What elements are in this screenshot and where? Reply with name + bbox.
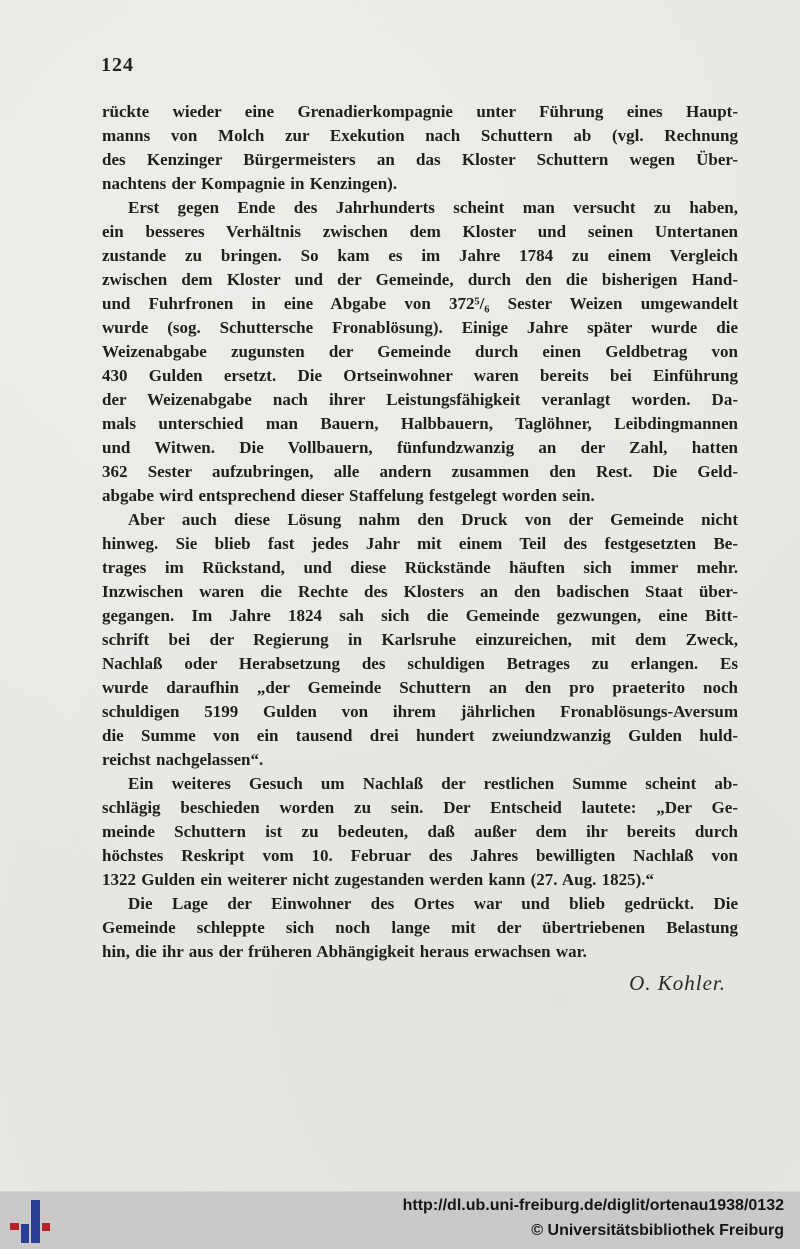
text-line: manns von Molch zur Exekution nach Schuttern ab (vgl. Rechnung	[102, 126, 738, 145]
text-line: gegangen. Im Jahre 1824 sah sich die Gemeinde gezwungen, eine Bitt-	[102, 606, 738, 625]
text-line: schuldigen 5199 Gulden von ihrem jährlichen Fronablösungs-Aversum	[102, 702, 738, 721]
text-line: hinweg. Sie blieb fast jedes Jahr mit einem Teil des festgesetzten Be-	[102, 534, 738, 553]
text-line: ein besseres Verhältnis zwischen dem Kloster und seinen Untertanen	[102, 222, 738, 241]
text-line: Weizenabgabe zugunsten der Gemeinde durch einen Geldbetrag von	[102, 342, 738, 361]
text-line: wurde daraufhin „der Gemeinde Schuttern an den pro praeterito noch	[102, 678, 738, 697]
text-line: 430 Gulden ersetzt. Die Ortseinwohner waren bereits bei Einführung	[102, 366, 738, 385]
text-line: trages im Rückstand, und diese Rückstände häuften sich immer mehr.	[102, 558, 738, 577]
text-line: Erst gegen Ende des Jahrhunderts scheint man versucht zu haben,	[128, 198, 738, 217]
text-line: Aber auch diese Lösung nahm den Druck von der Gemeinde nicht	[128, 510, 738, 529]
logo-bar-red-right	[42, 1223, 50, 1231]
text-line: Ein weiteres Gesuch um Nachlaß der restlichen Summe scheint ab-	[128, 774, 738, 793]
text-line: Inzwischen waren die Rechte des Klosters an den badischen Staat über-	[102, 582, 738, 601]
text-line: höchstes Reskript vom 10. Februar des Jahres bewilligten Nachlaß von	[102, 846, 738, 865]
source-url: http://dl.ub.uni-freiburg.de/diglit/ortenau1938/0132	[402, 1197, 784, 1214]
text-line: und Witwen. Die Vollbauern, fünfundzwanzig an der Zahl, hatten	[102, 438, 738, 457]
text-line: schlägig beschieden worden zu sein. Der Entscheid lautete: „Der Ge-	[102, 798, 738, 817]
text-line: nachtens der Kompagnie in Kenzingen).	[102, 174, 398, 193]
copyright-notice: © Universitätsbibliothek Freiburg	[531, 1222, 784, 1239]
text-line: mals unterschied man Bauern, Halbbauern, Taglöhner, Leibdingmannen	[102, 414, 738, 433]
author-signature: O. Kohler.	[629, 971, 726, 995]
logo-bar-blue-mid	[21, 1224, 29, 1243]
text-line: und Fuhrfronen in eine Abgabe von 372⁵/₆ Sester Weizen umgewandelt	[102, 294, 738, 313]
footer-bar	[0, 1191, 800, 1249]
text-line: Nachlaß oder Herabsetzung des schuldigen Betrages zu erlangen. Es	[102, 654, 738, 673]
text-line: reichst nachgelassen“.	[102, 750, 264, 769]
ub-freiburg-logo	[0, 1192, 60, 1249]
text-line: Gemeinde schleppte sich noch lange mit der übertriebenen Belastung	[102, 918, 738, 937]
text-line: 1322 Gulden ein weiterer nicht zugestanden werden kann (27. Aug. 1825).“	[102, 870, 654, 889]
text-line: wurde (sog. Schuttersche Fronablösung). Einige Jahre später wurde die	[102, 318, 738, 337]
text-line: hin, die ihr aus der früheren Abhängigkeit heraus erwachsen war.	[102, 942, 587, 961]
text-line: abgabe wird entsprechend dieser Staffelung festgelegt worden sein.	[102, 486, 595, 505]
logo-bar-blue-tall	[31, 1200, 40, 1243]
text-line: Die Lage der Einwohner des Ortes war und blieb gedrückt. Die	[128, 894, 738, 913]
text-line: 362 Sester aufzubringen, alle andern zusammen den Rest. Die Geld-	[102, 462, 738, 481]
body-text	[102, 100, 738, 964]
text-line: zustande zu bringen. So kam es im Jahre 1784 zu einem Vergleich	[102, 246, 738, 265]
text-line: rückte wieder eine Grenadierkompagnie unter Führung eines Haupt-	[102, 102, 738, 121]
text-line: des Kenzinger Bürgermeisters an das Kloster Schuttern wegen Über-	[102, 150, 738, 169]
text-line: der Weizenabgabe nach ihrer Leistungsfähigkeit veranlagt worden. Da-	[102, 390, 738, 409]
page-number: 124	[101, 54, 134, 76]
text-line: meinde Schuttern ist zu bedeuten, daß außer dem ihr bereits durch	[102, 822, 738, 841]
text-line: zwischen dem Kloster und der Gemeinde, durch den die bisherigen Hand-	[102, 270, 738, 289]
text-line: die Summe von ein tausend drei hundert zweiundzwanzig Gulden huld-	[102, 726, 738, 745]
logo-bar-red-left	[10, 1223, 19, 1230]
text-line: schrift bei der Regierung in Karlsruhe einzureichen, mit dem Zweck,	[102, 630, 738, 649]
